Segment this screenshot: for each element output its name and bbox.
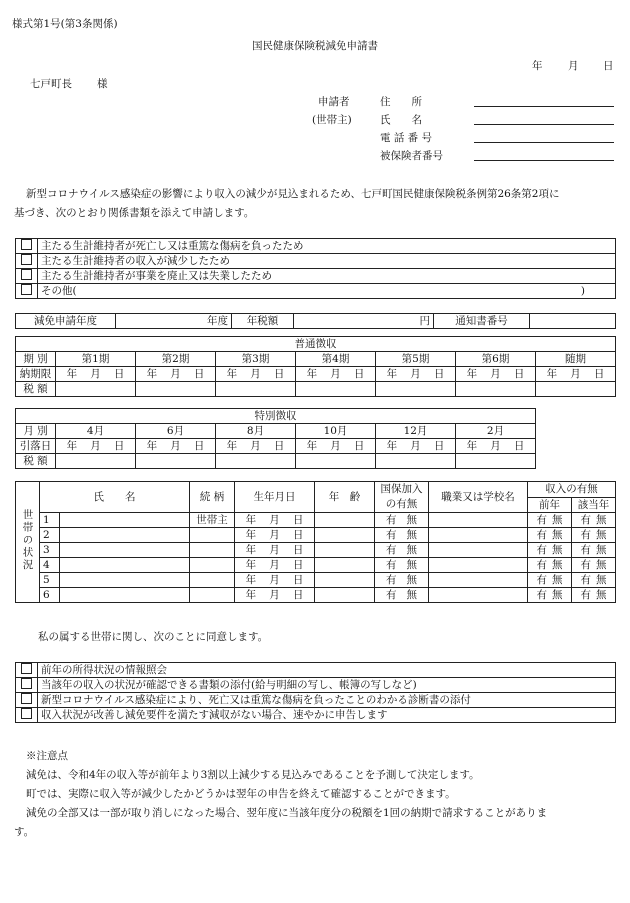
applicant-role: 申請者 bbox=[318, 96, 350, 108]
row-number: 3 bbox=[40, 543, 60, 558]
period-2: 第2期 bbox=[136, 352, 216, 367]
deadline-cell[interactable]: 年 月 日 bbox=[56, 367, 136, 382]
income-prev-cell[interactable]: 有 無 bbox=[528, 558, 572, 573]
deadline-label: 納期限 bbox=[16, 367, 56, 382]
date-day: 日 bbox=[603, 60, 614, 72]
member-name-cell[interactable] bbox=[60, 573, 190, 588]
age-cell[interactable] bbox=[315, 513, 375, 528]
birthdate-cell[interactable]: 年 月 日 bbox=[235, 588, 315, 603]
tax-amount-cell[interactable] bbox=[296, 382, 376, 397]
insurance-cell[interactable]: 有 無 bbox=[375, 528, 429, 543]
consent-text: 新型コロナウイルス感染症により、死亡又は重篤な傷病を負ったことのわかる診断書の添付 bbox=[38, 693, 616, 708]
age-cell[interactable] bbox=[315, 588, 375, 603]
relation-cell[interactable] bbox=[190, 588, 235, 603]
consent-checkbox[interactable] bbox=[21, 693, 32, 704]
special-tax-cell[interactable] bbox=[56, 454, 136, 469]
special-tax-cell[interactable] bbox=[216, 454, 296, 469]
income-current-cell[interactable]: 有 無 bbox=[572, 543, 616, 558]
deadline-cell[interactable]: 年 月 日 bbox=[456, 367, 536, 382]
row-number: 5 bbox=[40, 573, 60, 588]
birthdate-cell[interactable]: 年 月 日 bbox=[235, 573, 315, 588]
table-row bbox=[16, 558, 616, 573]
ordinary-title: 普通徴収 bbox=[16, 337, 616, 352]
reason-row[interactable] bbox=[16, 284, 616, 299]
insured-number-label: 被保険者番号 bbox=[380, 150, 443, 162]
reason-checkbox[interactable] bbox=[21, 284, 32, 295]
consent-text: 当該年の収入の状況が確認できる書類の添付(給与明細の写し、帳簿の写しなど) bbox=[38, 678, 616, 693]
special-title: 特別徴収 bbox=[16, 409, 536, 424]
intro-line-2: 基づき、次のとおり関係書類を添えて申請します。 bbox=[14, 207, 255, 219]
tax-amount-cell[interactable] bbox=[56, 382, 136, 397]
month-2: 2月 bbox=[456, 424, 536, 439]
month-4: 4月 bbox=[56, 424, 136, 439]
income-prev-cell[interactable]: 有 無 bbox=[528, 573, 572, 588]
month-label: 月 別 bbox=[16, 424, 56, 439]
addressee: 七戸町長 bbox=[30, 78, 72, 90]
deadline-cell[interactable]: 年 月 日 bbox=[136, 367, 216, 382]
period-label: 期 別 bbox=[16, 352, 56, 367]
name-label: 氏 名 bbox=[380, 114, 422, 126]
intro-line-1: 新型コロナウイルス感染症の影響により収入の減少が見込まれるため、七戸町国民健康保険税条例第26条第2項に bbox=[26, 188, 560, 200]
table-row bbox=[16, 528, 616, 543]
col-birthdate: 生年月日 bbox=[235, 482, 315, 513]
special-tax-cell[interactable] bbox=[296, 454, 376, 469]
reason-checkbox[interactable] bbox=[21, 239, 32, 250]
col-age: 年 齢 bbox=[315, 482, 375, 513]
member-name-cell[interactable] bbox=[60, 558, 190, 573]
name-field[interactable] bbox=[474, 124, 614, 125]
reason-text: 主たる生計維持者が死亡し又は重篤な傷病を負ったため bbox=[38, 239, 616, 254]
debit-date-cell[interactable]: 年 月 日 bbox=[376, 439, 456, 454]
income-current-cell[interactable]: 有 無 bbox=[572, 513, 616, 528]
page-title: 国民健康保険税減免申請書 bbox=[252, 40, 378, 52]
special-tax-cell[interactable] bbox=[136, 454, 216, 469]
application-info-table bbox=[15, 313, 616, 329]
period-any: 随期 bbox=[536, 352, 616, 367]
col-relation: 続 柄 bbox=[190, 482, 235, 513]
form-number: 様式第1号(第3条関係) bbox=[12, 18, 118, 30]
date-year: 年 bbox=[532, 60, 543, 72]
reason-row[interactable] bbox=[16, 239, 616, 254]
consent-checkbox[interactable] bbox=[21, 663, 32, 674]
month-6: 6月 bbox=[136, 424, 216, 439]
consent-row[interactable] bbox=[16, 678, 616, 693]
consent-table bbox=[15, 662, 616, 723]
consent-row[interactable] bbox=[16, 708, 616, 723]
col-job: 職業又は学校名 bbox=[429, 482, 528, 513]
deadline-cell[interactable]: 年 月 日 bbox=[216, 367, 296, 382]
tax-amount-cell[interactable] bbox=[376, 382, 456, 397]
reason-text: 主たる生計維持者が事業を廃止又は失業したため bbox=[38, 269, 616, 284]
reason-checkbox[interactable] bbox=[21, 269, 32, 280]
income-prev-cell[interactable]: 有 無 bbox=[528, 588, 572, 603]
annual-tax-field[interactable]: 円 bbox=[294, 314, 434, 329]
col-insurance: 国保加入 の有無 bbox=[375, 482, 429, 513]
deadline-cell[interactable]: 年 月 日 bbox=[376, 367, 456, 382]
insurance-cell[interactable]: 有 無 bbox=[375, 543, 429, 558]
col-name: 氏 名 bbox=[40, 482, 190, 513]
period-1: 第1期 bbox=[56, 352, 136, 367]
birthdate-cell[interactable]: 年 月 日 bbox=[235, 528, 315, 543]
notes-line-1: 減免は、令和4年の収入等が前年より3割以上減少する見込みであることを予測して決定します。 bbox=[26, 769, 480, 781]
birthdate-cell[interactable]: 年 月 日 bbox=[235, 558, 315, 573]
relation-cell[interactable] bbox=[190, 573, 235, 588]
relation-cell[interactable] bbox=[190, 543, 235, 558]
consent-row[interactable] bbox=[16, 663, 616, 678]
reason-row[interactable] bbox=[16, 254, 616, 269]
address-label: 住 所 bbox=[380, 96, 422, 108]
tax-amount-label: 税 額 bbox=[16, 382, 56, 397]
table-row bbox=[16, 543, 616, 558]
tax-amount-cell[interactable] bbox=[136, 382, 216, 397]
household-table bbox=[15, 481, 616, 603]
income-current-cell[interactable]: 有 無 bbox=[572, 558, 616, 573]
deadline-cell[interactable]: 年 月 日 bbox=[536, 367, 616, 382]
job-cell[interactable] bbox=[429, 513, 528, 528]
insurance-cell[interactable]: 有 無 bbox=[375, 588, 429, 603]
income-prev-cell[interactable]: 有 無 bbox=[528, 528, 572, 543]
relation-cell[interactable] bbox=[190, 558, 235, 573]
insurance-cell[interactable]: 有 無 bbox=[375, 573, 429, 588]
row-number: 4 bbox=[40, 558, 60, 573]
application-year-label: 減免申請年度 bbox=[16, 314, 116, 329]
phone-field[interactable] bbox=[474, 142, 614, 143]
address-field[interactable] bbox=[474, 106, 614, 107]
job-cell[interactable] bbox=[429, 573, 528, 588]
applicant-role-sub: (世帯主) bbox=[312, 114, 352, 126]
income-current-cell[interactable]: 有 無 bbox=[572, 588, 616, 603]
special-collection-table bbox=[15, 408, 536, 469]
reason-text: その他( bbox=[41, 285, 77, 297]
period-6: 第6期 bbox=[456, 352, 536, 367]
deadline-cell[interactable]: 年 月 日 bbox=[296, 367, 376, 382]
consent-lead: 私の属する世帯に関し、次のことに同意します。 bbox=[38, 631, 269, 643]
reason-checkbox[interactable] bbox=[21, 254, 32, 265]
col-income-prev: 前年 bbox=[528, 497, 572, 513]
row-number: 1 bbox=[40, 513, 60, 528]
birthdate-cell[interactable]: 年 月 日 bbox=[235, 543, 315, 558]
month-10: 10月 bbox=[296, 424, 376, 439]
consent-checkbox[interactable] bbox=[21, 678, 32, 689]
date-month: 月 bbox=[568, 60, 579, 72]
debit-date-label: 引落日 bbox=[16, 439, 56, 454]
consent-row[interactable] bbox=[16, 693, 616, 708]
consent-text: 収入状況が改善し減免要件を満たす減収がない場合、速やかに申告します bbox=[38, 708, 616, 723]
income-prev-cell[interactable]: 有 無 bbox=[528, 513, 572, 528]
debit-date-cell[interactable]: 年 月 日 bbox=[136, 439, 216, 454]
notes-line-4: す。 bbox=[14, 826, 35, 838]
income-current-cell[interactable]: 有 無 bbox=[572, 573, 616, 588]
relation-cell[interactable] bbox=[190, 528, 235, 543]
job-cell[interactable] bbox=[429, 558, 528, 573]
table-row bbox=[16, 513, 616, 528]
reason-table bbox=[15, 238, 616, 299]
age-cell[interactable] bbox=[315, 528, 375, 543]
tax-amount-cell[interactable] bbox=[536, 382, 616, 397]
job-cell[interactable] bbox=[429, 588, 528, 603]
household-side-label: 世帯の状況 bbox=[16, 482, 40, 603]
ordinary-collection-table bbox=[15, 336, 616, 397]
age-cell[interactable] bbox=[315, 573, 375, 588]
table-row bbox=[16, 573, 616, 588]
debit-date-cell[interactable]: 年 月 日 bbox=[456, 439, 536, 454]
tax-amount-cell[interactable] bbox=[216, 382, 296, 397]
period-3: 第3期 bbox=[216, 352, 296, 367]
relation-cell: 世帯主 bbox=[190, 513, 235, 528]
birthdate-cell[interactable]: 年 月 日 bbox=[235, 513, 315, 528]
phone-label: 電 話 番 号 bbox=[380, 132, 433, 144]
special-tax-label: 税 額 bbox=[16, 454, 56, 469]
debit-date-cell[interactable]: 年 月 日 bbox=[296, 439, 376, 454]
income-current-cell[interactable]: 有 無 bbox=[572, 528, 616, 543]
debit-date-cell[interactable]: 年 月 日 bbox=[56, 439, 136, 454]
col-income-current: 該当年 bbox=[572, 497, 616, 513]
notes-heading: ※注意点 bbox=[26, 750, 68, 762]
insurance-cell[interactable]: 有 無 bbox=[375, 513, 429, 528]
table-row bbox=[16, 588, 616, 603]
member-name-cell[interactable] bbox=[60, 588, 190, 603]
period-5: 第5期 bbox=[376, 352, 456, 367]
special-tax-cell[interactable] bbox=[456, 454, 536, 469]
addressee-honorific: 様 bbox=[97, 78, 108, 90]
notes-line-3: 減免の全部又は一部が取り消しになった場合、翌年度に当該年度分の税額を1回の納期で請求することがありま bbox=[26, 807, 548, 819]
col-income: 収入の有無 bbox=[528, 482, 616, 498]
income-prev-cell[interactable]: 有 無 bbox=[528, 543, 572, 558]
row-number: 6 bbox=[40, 588, 60, 603]
tax-amount-cell[interactable] bbox=[456, 382, 536, 397]
job-cell[interactable] bbox=[429, 543, 528, 558]
month-12: 12月 bbox=[376, 424, 456, 439]
consent-text: 前年の所得状況の情報照会 bbox=[38, 663, 616, 678]
reason-other-close: ) bbox=[580, 285, 585, 297]
reason-text: 主たる生計維持者の収入が減少したため bbox=[38, 254, 616, 269]
annual-tax-label: 年税額 bbox=[232, 314, 294, 329]
special-tax-cell[interactable] bbox=[376, 454, 456, 469]
age-cell[interactable] bbox=[315, 543, 375, 558]
debit-date-cell[interactable]: 年 月 日 bbox=[216, 439, 296, 454]
notice-number-field[interactable] bbox=[530, 314, 616, 329]
member-name-cell[interactable] bbox=[60, 513, 190, 528]
insurance-cell[interactable]: 有 無 bbox=[375, 558, 429, 573]
month-8: 8月 bbox=[216, 424, 296, 439]
consent-checkbox[interactable] bbox=[21, 708, 32, 719]
member-name-cell[interactable] bbox=[60, 528, 190, 543]
insured-number-field[interactable] bbox=[474, 160, 614, 161]
member-name-cell[interactable] bbox=[60, 543, 190, 558]
reason-row[interactable] bbox=[16, 269, 616, 284]
application-year-field[interactable]: 年度 bbox=[116, 314, 232, 329]
age-cell[interactable] bbox=[315, 558, 375, 573]
notes-line-2: 町では、実際に収入等が減少したかどうかは翌年の申告を終えて確認することができます。 bbox=[26, 788, 456, 800]
job-cell[interactable] bbox=[429, 528, 528, 543]
notice-number-label: 通知書番号 bbox=[434, 314, 530, 329]
period-4: 第4期 bbox=[296, 352, 376, 367]
row-number: 2 bbox=[40, 528, 60, 543]
